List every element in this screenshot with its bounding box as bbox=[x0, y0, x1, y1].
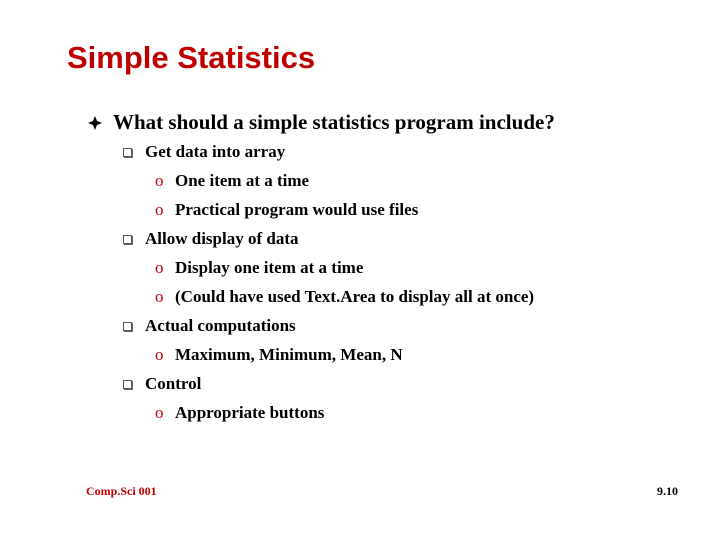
sub-list-item: Practical program would use files bbox=[175, 200, 419, 219]
sub-list-item: Maximum, Minimum, Mean, N bbox=[175, 345, 403, 364]
page-number: 9.10 bbox=[657, 484, 678, 498]
sub-bullet: o bbox=[155, 345, 164, 364]
diamond-check-icon bbox=[88, 116, 102, 130]
sub-list-item: Appropriate buttons bbox=[175, 403, 325, 422]
square-bullet-icon bbox=[123, 380, 132, 389]
main-point: What should a simple statistics program include? bbox=[113, 110, 555, 134]
square-bullet-icon bbox=[123, 148, 132, 157]
sub-list-item: Display one item at a time bbox=[175, 258, 364, 277]
slide-title: Simple Statistics bbox=[67, 40, 316, 75]
square-bullet-icon bbox=[123, 322, 132, 331]
list-item: Get data into array bbox=[145, 142, 286, 161]
sub-bullet: o bbox=[155, 258, 164, 277]
sub-bullet: o bbox=[155, 287, 164, 306]
footer-course: Comp.Sci 001 bbox=[86, 484, 157, 498]
sub-list-item: One item at a time bbox=[175, 171, 310, 190]
sub-bullet: o bbox=[155, 403, 164, 422]
sub-list-item: (Could have used Text.Area to display all at once) bbox=[175, 287, 535, 306]
list-item: Allow display of data bbox=[145, 229, 299, 248]
sub-bullet: o bbox=[155, 200, 164, 219]
sub-bullet: o bbox=[155, 171, 164, 190]
square-bullet-icon bbox=[123, 235, 132, 244]
list-item: Control bbox=[145, 374, 202, 393]
list-item: Actual computations bbox=[145, 316, 296, 335]
